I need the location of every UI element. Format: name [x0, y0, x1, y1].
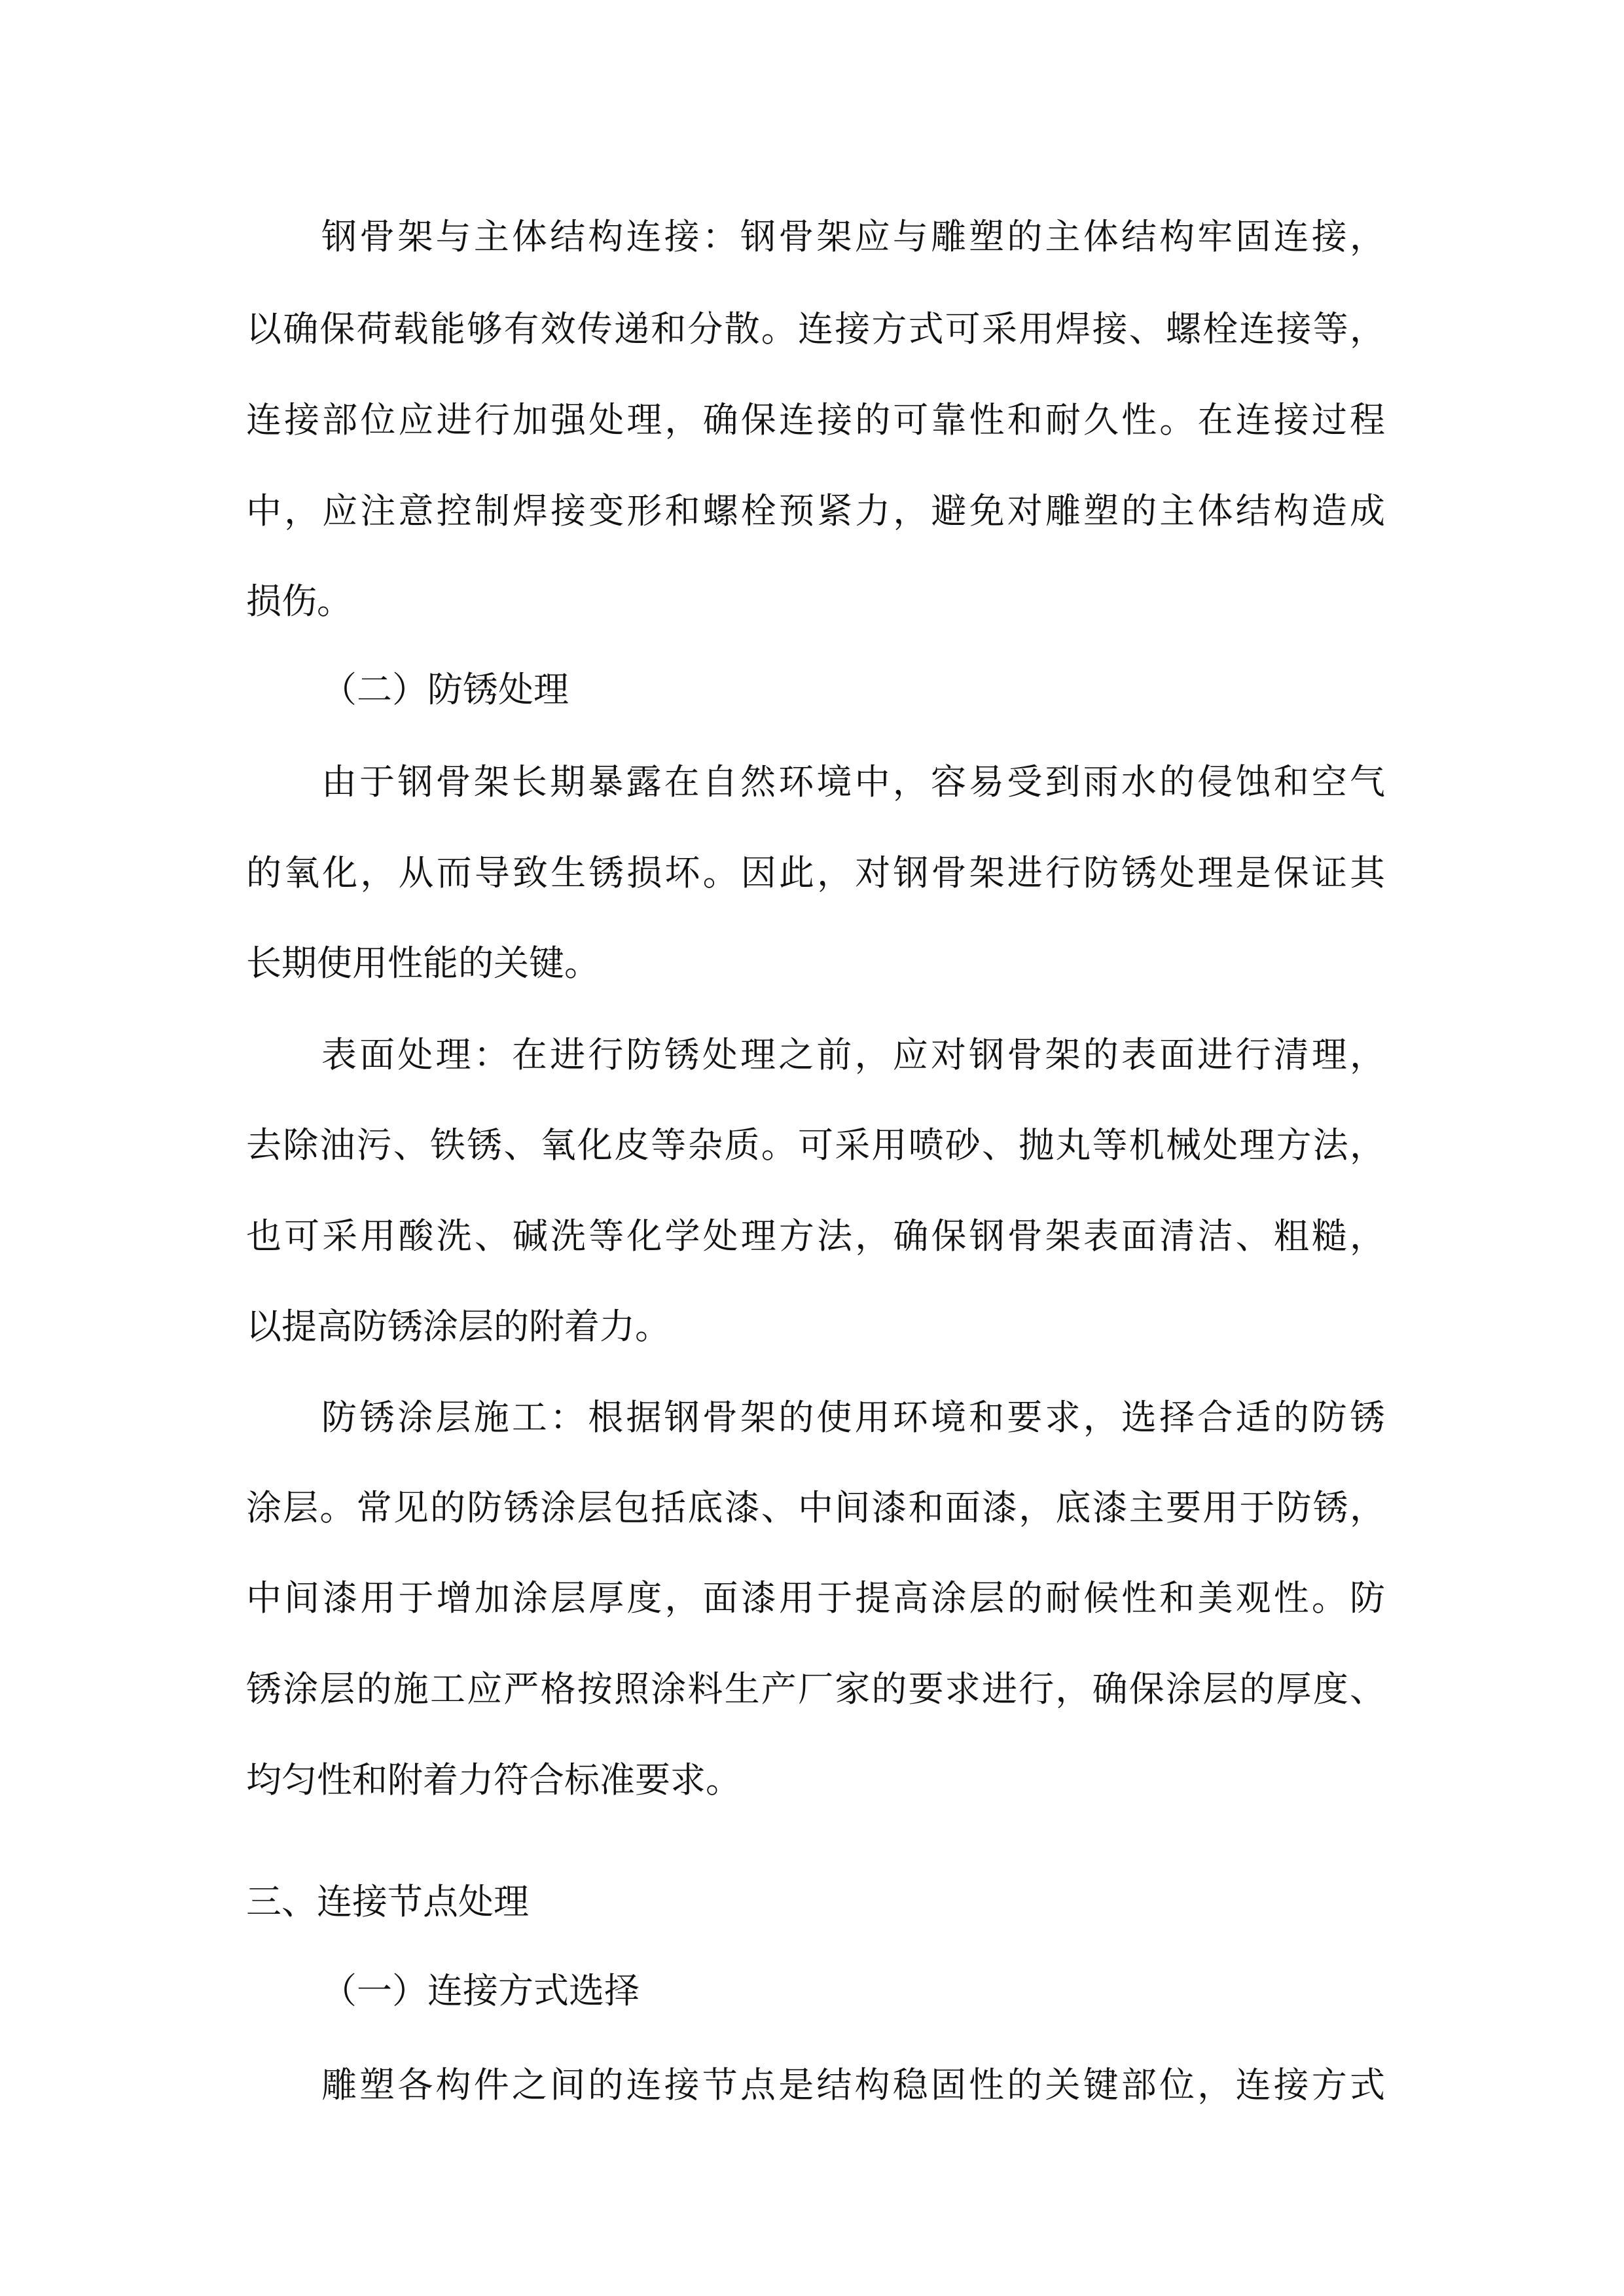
paragraph-line: 损伤。 [246, 581, 352, 622]
paragraph-line: 的氧化，从而导致生锈损坏。因此，对钢骨架进行防锈处理是保证其 [246, 852, 1385, 893]
subheading: （二）防锈处理 [321, 669, 569, 710]
paragraph-line: 防锈涂层施工：根据钢骨架的使用环境和要求，选择合适的防锈 [321, 1397, 1385, 1438]
paragraph-line: 中，应注意控制焊接变形和螺栓预紧力，避免对雕塑的主体结构造成 [246, 490, 1385, 531]
paragraph-line: 也可采用酸洗、碱洗等化学处理方法，确保钢骨架表面清洁、粗糙， [246, 1215, 1385, 1257]
paragraph-line: 表面处理：在进行防锈处理之前，应对钢骨架的表面进行清理， [321, 1034, 1385, 1075]
paragraph-line: 长期使用性能的关键。 [246, 942, 600, 984]
paragraph-line: 均匀性和附着力符合标准要求。 [246, 1759, 741, 1801]
paragraph-line: 涂层。常见的防锈涂层包括底漆、中间漆和面漆，底漆主要用于防锈， [246, 1487, 1385, 1528]
section-heading: 三、连接节点处理 [246, 1881, 529, 1922]
paragraph-line: 由于钢骨架长期暴露在自然环境中，容易受到雨水的侵蚀和空气 [321, 761, 1385, 802]
paragraph-line: 连接部位应进行加强处理，确保连接的可靠性和耐久性。在连接过程 [246, 399, 1385, 440]
paragraph-line: 雕塑各构件之间的连接节点是结构稳固性的关键部位，连接方式 [321, 2064, 1385, 2106]
paragraph-line: 以确保荷载能够有效传递和分散。连接方式可采用焊接、螺栓连接等， [246, 308, 1385, 350]
paragraph-line: 中间漆用于增加涂层厚度，面漆用于提高涂层的耐候性和美观性。防 [246, 1577, 1385, 1619]
paragraph-line: 锈涂层的施工应严格按照涂料生产厂家的要求进行，确保涂层的厚度、 [246, 1668, 1385, 1710]
paragraph-line: 去除油污、铁锈、氧化皮等杂质。可采用喷砂、抛丸等机械处理方法， [246, 1124, 1385, 1166]
subheading: （一）连接方式选择 [321, 1970, 640, 2011]
paragraph-line: 以提高防锈涂层的附着力。 [246, 1306, 670, 1347]
paragraph-line: 钢骨架与主体结构连接：钢骨架应与雕塑的主体结构牢固连接， [321, 216, 1385, 257]
